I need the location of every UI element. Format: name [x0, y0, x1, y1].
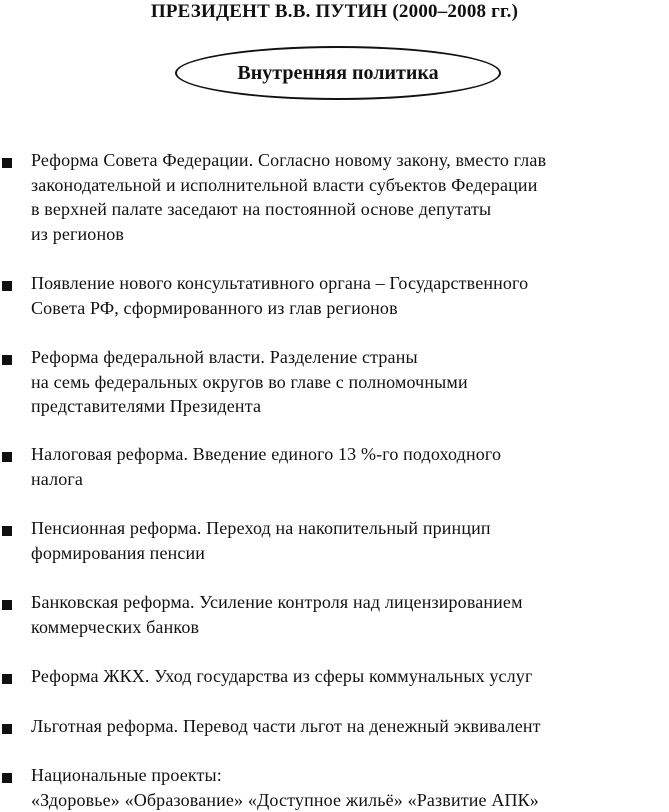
section-oval	[175, 46, 501, 100]
bullet-icon	[2, 355, 12, 365]
text-line: Налоговая реформа. Введение единого 13 %-го подоходного	[31, 442, 667, 467]
text-line: представителями Президента	[31, 394, 667, 419]
text-line: в верхней палате заседают на постоянной основе депутаты	[31, 197, 667, 222]
list-item-text	[31, 714, 667, 739]
bullet-icon	[2, 674, 12, 684]
list-item-text	[31, 664, 667, 689]
list-item-text	[31, 271, 667, 320]
list-item-text	[31, 442, 667, 491]
list-item-text	[31, 345, 667, 419]
bullet-icon	[2, 526, 12, 536]
text-line: налога	[31, 467, 667, 492]
section-label: Внутренняя политика	[237, 61, 438, 85]
text-line: Льготная реформа. Перевод части льгот на денежный эквивалент	[31, 714, 667, 739]
text-line: Пенсионная реформа. Переход на накопительный принцип	[31, 516, 667, 541]
list-item-text	[31, 516, 667, 565]
bullet-icon	[2, 158, 12, 168]
bullet-icon	[2, 452, 12, 462]
list-item-text	[31, 148, 667, 246]
list-item-text	[31, 763, 667, 812]
text-line: формирования пенсии	[31, 541, 667, 566]
text-line: Банковская реформа. Усиление контроля над лицензированием	[31, 590, 667, 615]
text-line: Совета РФ, сформированного из глав регионов	[31, 296, 667, 321]
list-item-text	[31, 590, 667, 639]
text-line: Реформа федеральной власти. Разделение страны	[31, 345, 667, 370]
text-line: Национальные проекты:	[31, 763, 667, 788]
bullet-icon	[2, 773, 12, 783]
page-title: ПРЕЗИДЕНТ В.В. ПУТИН (2000–2008 гг.)	[0, 0, 669, 24]
bullet-icon	[2, 724, 12, 734]
text-line: Появление нового консультативного органа – Государственного	[31, 271, 667, 296]
text-line: Реформа ЖКХ. Уход государства из сферы коммунальных услуг	[31, 664, 667, 689]
text-line: коммерческих банков	[31, 615, 667, 640]
text-line: «Здоровье» «Образование» «Доступное жильё» «Развитие АПК»	[31, 788, 667, 812]
text-line: Реформа Совета Федерации. Согласно новому закону, вместо глав	[31, 148, 667, 173]
text-line: законодательной и исполнительной власти субъектов Федерации	[31, 173, 667, 198]
bullet-icon	[2, 281, 12, 291]
bullet-icon	[2, 600, 12, 610]
text-line: из регионов	[31, 222, 667, 247]
text-line: на семь федеральных округов во главе с полномочными	[31, 370, 667, 395]
